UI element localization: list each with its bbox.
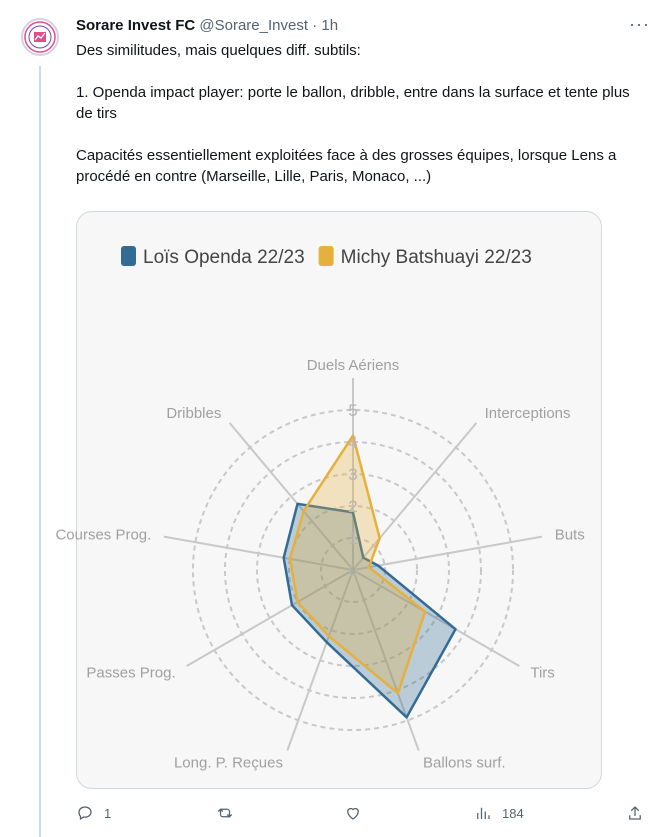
separator: · (312, 17, 318, 34)
axis-label: Courses Prog. (55, 526, 152, 544)
tweet-paragraph: 1. Openda impact player: porte le ballon, dribble, entre dans la surface et tente plus de tirs (76, 84, 630, 122)
author-handle[interactable]: @Sorare_Invest (199, 17, 309, 34)
axis-label: Buts (554, 526, 585, 544)
more-options-icon[interactable]: ··· (629, 14, 650, 34)
action-bar (76, 798, 656, 828)
legend-label: Michy Batshuayi 22/23 (340, 247, 532, 268)
reply-button[interactable] (76, 798, 111, 828)
reply-count: 1 (104, 805, 112, 821)
views-button[interactable] (474, 798, 524, 828)
axis-label: Ballons surf. (423, 754, 506, 772)
retweet-icon (216, 804, 234, 822)
radar-chart (55, 212, 601, 788)
scale-label: 0 (348, 561, 358, 580)
axis-label: Interceptions (484, 405, 571, 423)
like-button[interactable] (344, 798, 372, 828)
legend-swatch (319, 246, 334, 266)
axis-label: Tirs (530, 664, 555, 682)
reply-icon (76, 804, 94, 822)
tweet-header (76, 16, 338, 36)
tweet-time[interactable]: 1h (321, 17, 339, 34)
scale-label: 5 (348, 401, 358, 420)
heart-icon (344, 804, 362, 822)
tweet-media-image[interactable] (55, 211, 602, 789)
author-name[interactable]: Sorare Invest FC (76, 17, 196, 34)
avatar[interactable] (21, 18, 59, 56)
scale-label: 2 (348, 497, 358, 516)
axis-label: Duels Aériens (306, 357, 400, 375)
thread-line (39, 66, 41, 837)
legend-label: Loïs Openda 22/23 (143, 247, 305, 268)
views-chart-icon (474, 804, 492, 822)
retweet-button[interactable] (216, 798, 244, 828)
axis-label: Long. P. Reçues (173, 754, 283, 772)
share-button[interactable] (626, 798, 644, 828)
tweet-paragraph: Des similitudes, mais quelques diff. subtils: (76, 42, 361, 59)
scale-label: 4 (348, 433, 358, 452)
axis-label: Dribbles (166, 405, 222, 423)
scale-label: 1 (348, 529, 358, 548)
views-count: 184 (502, 805, 524, 821)
scale-label: 3 (348, 465, 358, 484)
axis-label: Passes Prog. (86, 664, 176, 682)
tweet-paragraph: Capacités essentiellement exploitées face à des grosses équipes, lorsque Lens a procédé en contre (Marseille, Lille, Paris, Monaco, ...) (76, 147, 617, 185)
share-icon (626, 804, 644, 822)
legend-swatch (121, 246, 136, 266)
tweet-text (76, 40, 646, 208)
sorare-invest-logo-icon (23, 20, 57, 54)
